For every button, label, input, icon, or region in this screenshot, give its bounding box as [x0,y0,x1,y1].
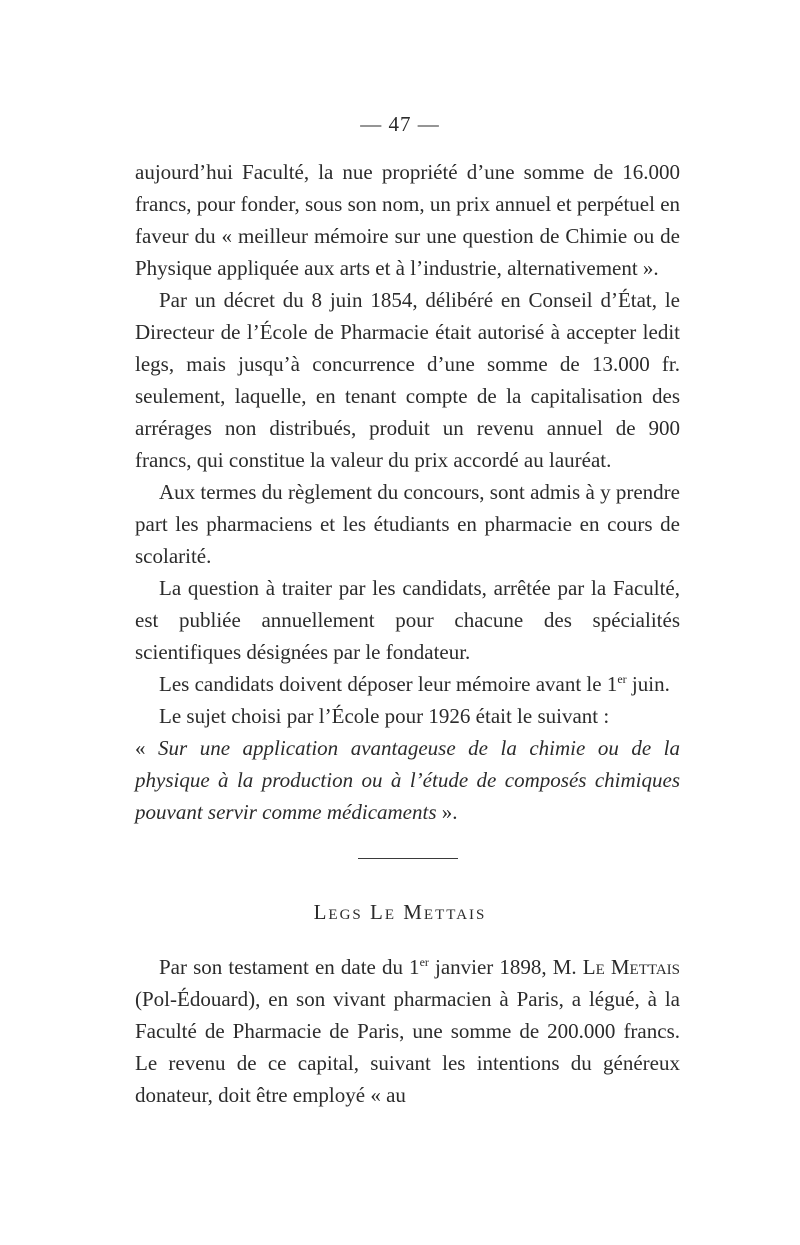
section-text-block [135,951,680,1111]
paragraph-testament [135,951,680,1111]
testator-name: Le Mettais [582,955,681,979]
paragraph-question: La question à traiter par les candidats, arrêtée par la Faculté, est publiée annuellement pour chacune des spécialités scientifiques désignées par le fondateur. [135,576,680,664]
testament-text-start: Par son testament en date du 1 [159,955,420,979]
subject-quote: Sur une application avantageuse de la chimie ou de la physique à la production ou à l’étude de composés chimiques pouvant servir comme médicaments [135,736,680,824]
testament-text-rest: (Pol-Édouard), en son vivant pharmacien à Paris, a légué, à la Faculté de Pharmacie de Paris, une somme de 200.000 francs. Le revenu de ce capital, suivant les intentions du généreux donateur, doit être employé « au [135,987,680,1107]
paragraph-decree: Par un décret du 8 juin 1854, délibéré en Conseil d’État, le Directeur de l’École de Pharmacie était autorisé à accepter ledit legs, mais jusqu’à concurrence d’une somme de 13.000 fr. seulement, laquelle, en tenant compte de la capitalisation des arrérages non distribués, produit un revenu annuel de 900 francs, qui constitue la valeur du prix accordé au lauréat. [135,288,680,472]
page-number: — 47 — [360,112,440,136]
paragraph-continuation: aujourd’hui Faculté, la nue propriété d’une somme de 16.000 francs, pour fonder, sous son nom, un prix annuel et perpétuel en faveur du « meilleur mémoire sur une question de Chimie ou de Physique appliquée aux arts et à l’industrie, alternativement ». [135,160,681,280]
paragraph-subject-quote [135,732,680,828]
quote-open-mark: « [135,736,159,760]
ordinal-superscript: er [419,955,429,969]
quote-close-mark: ». [436,800,458,824]
ordinal-superscript: er [617,672,627,686]
deadline-month: juin. [626,672,670,696]
paragraph-subject-intro: Le sujet choisi par l’École pour 1926 était le suivant : [159,704,610,728]
paragraph-deadline [135,668,680,700]
section-divider [358,858,458,859]
paragraph-eligibility: Aux termes du règlement du concours, sont admis à y prendre part les pharmaciens et les étudiants en pharmacie en cours de scolarité. [135,480,680,568]
main-text-block [135,156,680,828]
deadline-text: Les candidats doivent déposer leur mémoire avant le 1 [159,672,618,696]
section-heading: Legs Le Mettais [313,900,487,924]
testament-date: janvier 1898, M. [428,955,583,979]
